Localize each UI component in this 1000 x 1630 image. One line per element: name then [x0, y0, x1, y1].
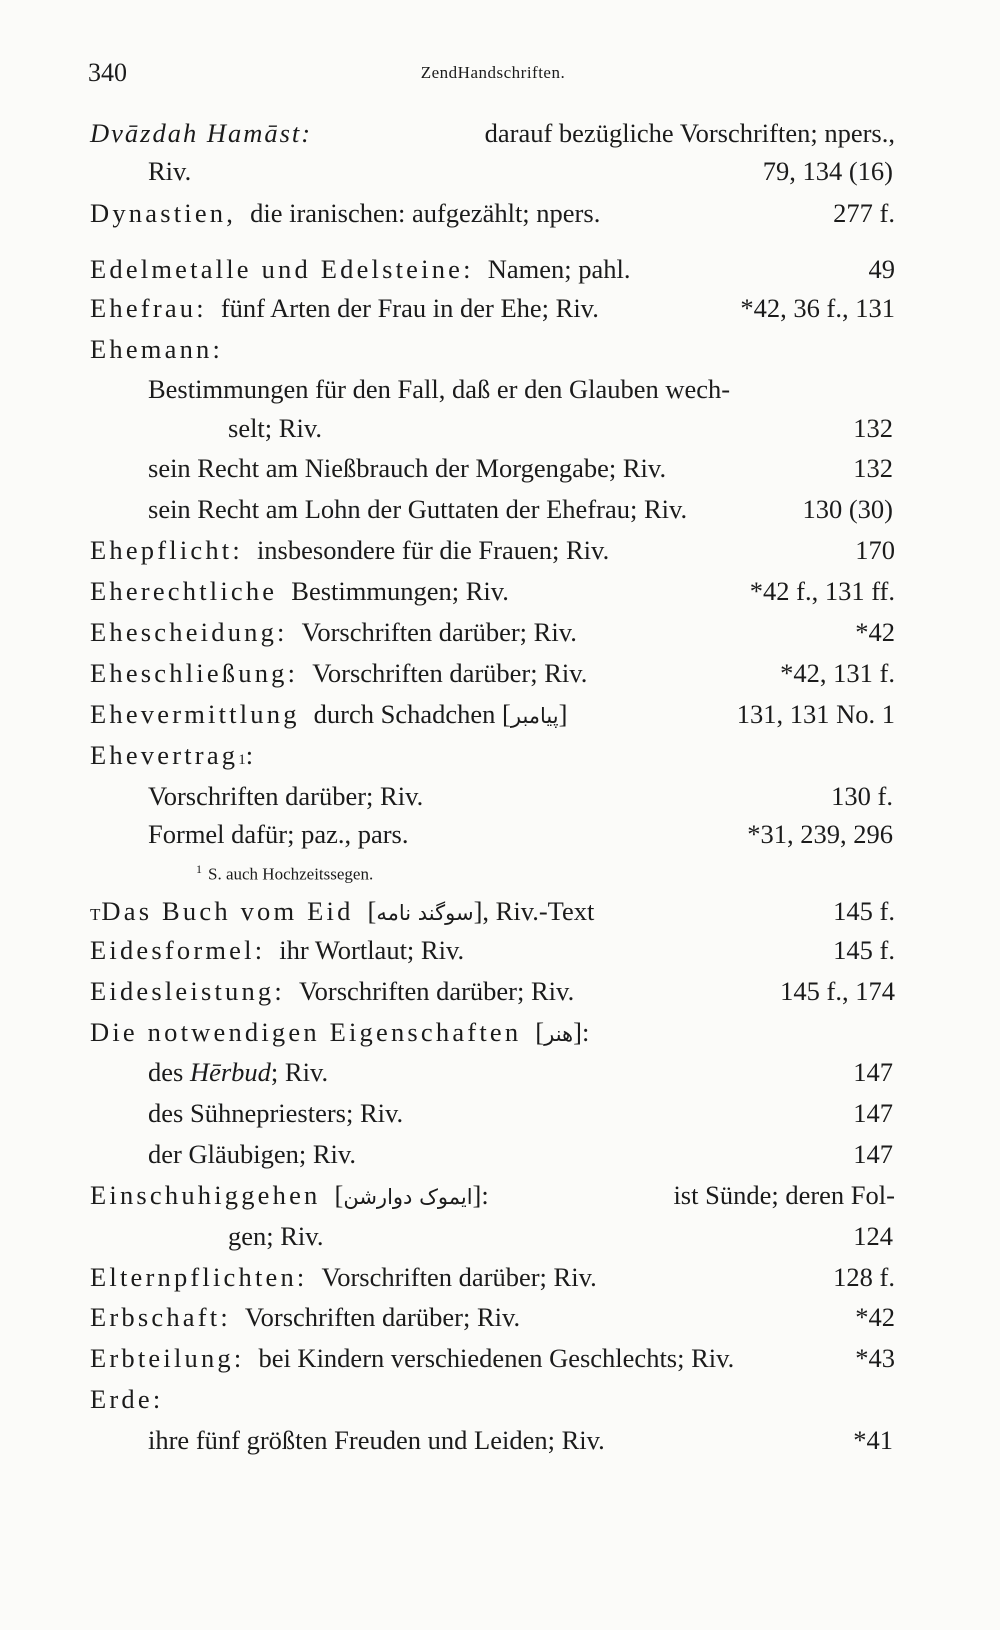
index-entry-dynastien: [90, 198, 895, 238]
entry-text: Riv.: [148, 156, 192, 186]
page-number: 340: [88, 58, 127, 87]
index-entry-continuation: [148, 156, 893, 196]
arabic-term: سوگند نامه: [376, 901, 474, 925]
entry-page-reference: 128 f.: [833, 1262, 895, 1292]
index-subentry: [148, 1098, 893, 1138]
entry-text-after: ], Riv.-Text: [473, 896, 595, 926]
entry-text: sein Recht am Lohn der Guttaten der Ehefrau; Riv.: [148, 494, 688, 524]
entry-page-reference: 277 f.: [833, 198, 895, 228]
index-entry-erbschaft: [90, 1302, 895, 1342]
index-entry-erbteilung: [90, 1343, 895, 1383]
entry-text: die iranischen: aufgezählt; npers.: [250, 198, 601, 228]
running-title: ZendHandschriften.: [420, 63, 566, 82]
index-entry-eidesformel: [90, 935, 895, 975]
entry-page-reference: 132: [853, 453, 893, 483]
entry-page-reference: 170: [855, 535, 895, 565]
entry-headword: Die notwendigen Eigenschaften: [90, 1017, 522, 1047]
entry-text-pre: des: [148, 1057, 184, 1087]
entry-text-2: ist Sünde; deren Fol-: [673, 1180, 895, 1210]
index-entry-ehevermittlung: [90, 699, 895, 739]
entry-headword: Dvāzdah Hamāst:: [90, 118, 313, 148]
entry-headword: Ehepflicht:: [90, 535, 243, 565]
entry-text: sein Recht am Nießbrauch der Morgengabe; Riv.: [148, 453, 667, 483]
index-entry-ehescheidung: [90, 617, 895, 657]
entry-headword: Ehevermittlung: [90, 699, 300, 729]
index-entry-eigenschaften: [90, 1017, 895, 1057]
entry-text: der Gläubigen; Riv.: [148, 1139, 357, 1169]
entry-text: Vorschriften darüber; Riv.: [301, 617, 577, 647]
entry-text: gen; Riv.: [228, 1221, 324, 1251]
entry-page-reference: 145 f., 174: [780, 976, 895, 1006]
arabic-term: پیامبر: [510, 704, 559, 728]
entry-page-reference: 147: [853, 1057, 893, 1087]
entry-page-reference: *42: [855, 617, 895, 647]
entry-page-reference: *42, 36 f., 131: [740, 293, 895, 323]
entry-text: Bestimmungen für den Fall, daß er den Glauben wech-: [148, 374, 731, 404]
entry-text: [: [334, 1180, 344, 1210]
index-subentry: [148, 819, 893, 859]
index-subentry-continuation: [228, 413, 893, 453]
index-entry-buch-vom-eid: T Das Buch vom Eid [ سوگند نامه ], Riv.-Text 145 f.: [90, 896, 895, 926]
arabic-term: هنر: [544, 1022, 574, 1046]
entry-headword: Erbschaft:: [90, 1302, 231, 1332]
entry-text: Vorschriften darüber; Riv.: [321, 1262, 597, 1292]
index-subentry: [148, 1139, 893, 1179]
entry-page-reference: *42, 131 f.: [780, 658, 895, 688]
index-entry-eidesleistung: [90, 976, 895, 1016]
index-subentry: [148, 494, 893, 534]
arabic-term: ایموک دوارشن: [343, 1185, 473, 1209]
entry-headword: Edelmetalle und Edelsteine:: [90, 254, 474, 284]
entry-text: Vorschriften darüber; Riv.: [244, 1302, 521, 1332]
entry-text: selt; Riv.: [228, 413, 322, 443]
entry-text: Vorschriften darüber; Riv.: [148, 781, 424, 811]
entry-page-reference: 132: [853, 413, 893, 443]
entry-headword: Elternpflichten:: [90, 1262, 308, 1292]
entry-page-reference: 124: [853, 1221, 893, 1251]
entry-page-reference: *31, 239, 296: [747, 819, 893, 849]
index-entry-ehefrau: [90, 293, 895, 333]
entry-page-reference: 145 f.: [833, 896, 895, 926]
entry-headword-colon: :: [245, 740, 254, 770]
index-subentry: [148, 453, 893, 493]
entry-text-after: ]: [558, 699, 568, 729]
entry-headword: Ehemann:: [90, 334, 224, 364]
entry-headword: Ehescheidung:: [90, 617, 288, 647]
entry-text: bei Kindern verschiedenen Geschlechts; Riv.: [258, 1343, 735, 1373]
entry-text: ihre fünf größten Freuden und Leiden; Riv.: [148, 1425, 605, 1455]
index-subentry: [148, 781, 893, 821]
entry-text: Bestimmungen; Riv.: [291, 576, 509, 606]
entry-text: darauf bezügliche Vorschriften; npers.,: [484, 118, 895, 148]
entry-page-reference: *43: [855, 1343, 895, 1373]
entry-text: [: [367, 896, 377, 926]
footnote-number: 1: [196, 862, 202, 876]
entry-page-reference: 130 (30): [802, 494, 893, 524]
entry-page-reference: 49: [868, 254, 895, 284]
index-entry-eherechtliche: [90, 576, 895, 616]
index-subentry: [148, 374, 893, 414]
entry-page-reference: 79, 134 (16): [762, 156, 893, 186]
index-entry-elternpflichten: [90, 1262, 895, 1302]
entry-text-after: ]:: [472, 1180, 489, 1210]
entry-headword: Eidesleistung:: [90, 976, 285, 1006]
index-entry-edelmetalle: [90, 254, 895, 294]
page-header: [88, 58, 898, 90]
index-subentry: [148, 1057, 893, 1097]
index-entry-einschuhiggehen: [90, 1180, 895, 1220]
entry-text: [: [535, 1017, 545, 1047]
index-entry-ehevertrag: Ehevertrag 1 :: [90, 740, 254, 770]
entry-page-reference: 131, 131 No. 1: [736, 699, 895, 729]
index-entry-ehemann: [90, 334, 895, 374]
entry-page-reference: *42 f., 131 ff.: [749, 576, 895, 606]
entry-text: ; Riv.: [270, 1057, 329, 1087]
footnote: [196, 862, 373, 885]
entry-headword: Erbteilung:: [90, 1343, 245, 1373]
entry-italic-term: Hērbud: [189, 1057, 271, 1087]
entry-page-reference: *42: [855, 1302, 895, 1332]
index-entry-ehepflicht: [90, 535, 895, 575]
entry-headword: Erde:: [90, 1384, 164, 1414]
index-entry-eheschliessung: [90, 658, 895, 698]
entry-text: Vorschriften darüber; Riv.: [298, 976, 575, 1006]
entry-text: fünf Arten der Frau in der Ehe; Riv.: [220, 293, 599, 323]
index-entry-erde: [90, 1384, 895, 1424]
entry-headword: Eidesformel:: [90, 935, 266, 965]
entry-text: Vorschriften darüber; Riv.: [312, 658, 588, 688]
entry-page-reference: *41: [853, 1425, 893, 1455]
entry-headword: Dynastien,: [90, 198, 237, 228]
entry-text-after: ]:: [573, 1017, 590, 1047]
entry-text: ihr Wortlaut; Riv.: [279, 935, 465, 965]
entry-headword: Einschuhiggehen: [90, 1180, 321, 1210]
entry-page-reference: 145 f.: [833, 935, 895, 965]
entry-text: insbesondere für die Frauen; Riv.: [256, 535, 610, 565]
entry-headword: Das Buch vom Eid: [101, 896, 354, 926]
entry-page-reference: 130 f.: [831, 781, 893, 811]
entry-headword: Eherechtliche: [90, 576, 278, 606]
entry-text: des Sühnepriesters; Riv.: [148, 1098, 404, 1128]
entry-text: Formel dafür; paz., pars.: [148, 819, 409, 849]
index-subentry: [148, 1425, 893, 1465]
entry-text: durch Schadchen [: [313, 699, 511, 729]
footnote-text: S. auch Hochzeitssegen.: [208, 864, 374, 884]
entry-headword: Eheschließung:: [90, 658, 299, 688]
entry-page-reference: 147: [853, 1139, 893, 1169]
index-entry-dvazdah-hamast: [90, 118, 895, 158]
entry-headword: Ehevertrag: [90, 740, 239, 770]
index-entry-continuation: [228, 1221, 893, 1261]
entry-text: Namen; pahl.: [487, 254, 631, 284]
entry-headword: Ehefrau:: [90, 293, 207, 323]
entry-page-reference: 147: [853, 1098, 893, 1128]
